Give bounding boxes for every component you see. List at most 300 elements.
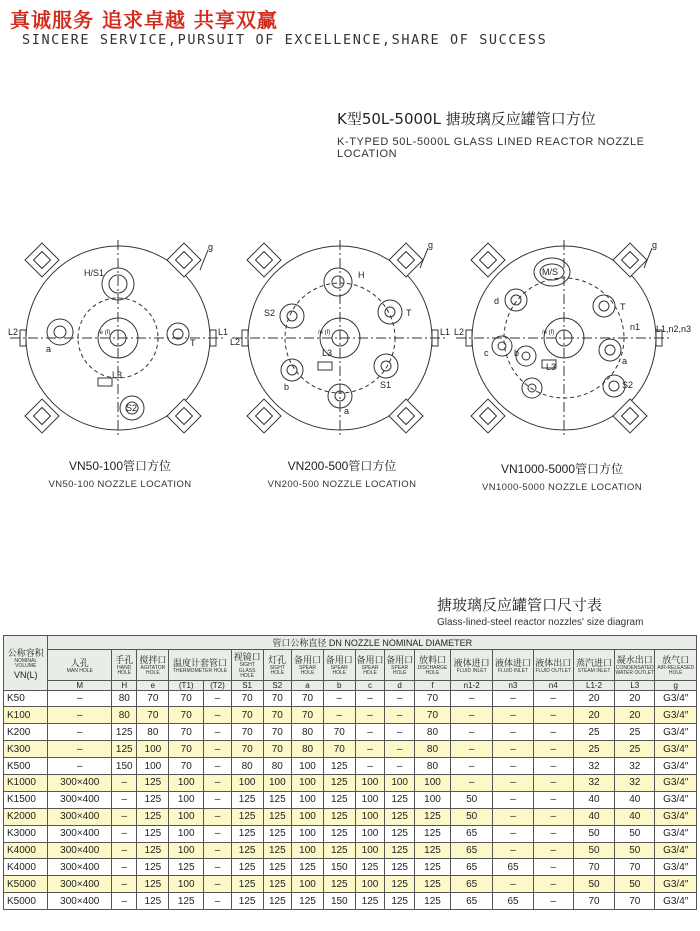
cell-value: – <box>204 741 232 758</box>
corner-en1: NOMINAL <box>14 657 38 664</box>
cell-value: 32 <box>573 758 614 775</box>
cell-value: – <box>533 808 573 825</box>
label-s1: S1 <box>380 380 392 390</box>
cell-value: 70 <box>414 707 450 724</box>
cell-value: 100 <box>355 774 385 791</box>
cell-value: 125 <box>414 825 450 842</box>
nozzle-diagram-vn1000-5000 <box>454 238 700 438</box>
col-header <box>292 650 324 681</box>
label-a: a <box>622 356 628 366</box>
cell-value: 50 <box>615 876 655 893</box>
cell-value: 70 <box>169 690 204 707</box>
cell-value: – <box>493 690 533 707</box>
cell-value: 70 <box>231 707 263 724</box>
label-t: T <box>190 338 196 348</box>
label-g: g <box>208 242 214 252</box>
cell-value: 125 <box>414 859 450 876</box>
cell-value: 65 <box>451 859 493 876</box>
cell-value: 80 <box>263 758 292 775</box>
cell-value: 125 <box>137 791 169 808</box>
cell-value: – <box>112 842 137 859</box>
col-header <box>385 650 415 681</box>
col-header <box>355 650 385 681</box>
cell-value: – <box>204 690 232 707</box>
cell-value: 125 <box>169 859 204 876</box>
cell-value: – <box>204 774 232 791</box>
label-l3: L3 <box>322 348 333 358</box>
cell-value: – <box>533 842 573 859</box>
cell-model: K3000 <box>4 825 48 842</box>
cell-value: 100 <box>169 842 204 859</box>
table-row <box>4 859 697 876</box>
col-en: SPEAR HOLE <box>299 664 316 677</box>
label-t: T <box>620 302 626 312</box>
cell-model: K50 <box>4 690 48 707</box>
col-en: AIR-RELEASED HOLE <box>657 664 695 677</box>
label-tf: /e (f) <box>542 330 555 336</box>
cell-value: – <box>112 774 137 791</box>
table-row <box>4 876 697 893</box>
cell-value: 80 <box>137 724 169 741</box>
col-code: n1-2 <box>451 680 493 690</box>
cell-value: 70 <box>292 707 324 724</box>
cell-value: 300×400 <box>48 791 112 808</box>
cell-value: 50 <box>573 825 614 842</box>
cell-value: 125 <box>414 893 450 910</box>
cell-value: 125 <box>292 893 324 910</box>
cell-value: 70 <box>169 741 204 758</box>
cell-value: 80 <box>292 741 324 758</box>
cell-value: – <box>533 876 573 893</box>
cell-value: 150 <box>323 859 355 876</box>
slogan-cn: 真诚服务 追求卓越 共享双赢 <box>10 8 278 32</box>
cell-model: K5000 <box>4 893 48 910</box>
cell-value: – <box>493 758 533 775</box>
col-code: L1-2 <box>573 680 614 690</box>
cell-value: – <box>533 893 573 910</box>
cell-value: – <box>533 758 573 775</box>
cell-value: 70 <box>615 859 655 876</box>
col-en: DISCHARGE HOLE <box>417 664 448 677</box>
section-title-en: K-TYPED 50L-5000L GLASS LINED REACTOR NOZZLE LOCATION <box>337 136 645 160</box>
cell-value: 20 <box>615 690 655 707</box>
cell-value: – <box>493 707 533 724</box>
label-h-s1: H/S1 <box>84 268 105 278</box>
cell-value: – <box>112 859 137 876</box>
cell-value: 125 <box>263 808 292 825</box>
cell-value: – <box>48 690 112 707</box>
cell-value: 100 <box>231 774 263 791</box>
cell-value: 65 <box>451 893 493 910</box>
col-cn: 备用口 <box>293 654 321 665</box>
cell-value: 100 <box>169 876 204 893</box>
caption-en: VN200-500 NOZZLE LOCATION <box>267 479 417 490</box>
col-en: MAN HOLE <box>66 667 93 674</box>
caption-en: VN1000-5000 NOZZLE LOCATION <box>481 482 643 493</box>
col-cn: 蒸汽进口 <box>576 657 613 668</box>
col-code: H <box>112 680 137 690</box>
col-en: AGITATOR HOLE <box>140 664 166 677</box>
cell-value: 150 <box>323 893 355 910</box>
cell-value: – <box>112 876 137 893</box>
col-en: FLUID INLET <box>456 667 487 674</box>
cell-value: 70 <box>263 741 292 758</box>
cell-value: 125 <box>263 791 292 808</box>
col-header <box>615 650 655 681</box>
cell-value: – <box>493 774 533 791</box>
corner-code: VN(L) <box>13 669 38 680</box>
label-a: a <box>344 406 350 416</box>
cell-value: 70 <box>323 724 355 741</box>
col-en: SIGHT HOLE <box>269 664 285 677</box>
cell-model: K500 <box>4 758 48 775</box>
cell-value: – <box>533 707 573 724</box>
cell-value: – <box>451 741 493 758</box>
label-b: b <box>284 382 290 392</box>
col-header <box>573 650 614 681</box>
slogan-en: SINCERE SERVICE,PURSUIT OF EXCELLENCE,SHARE OF SUCCESS <box>22 32 548 48</box>
col-header-thermometer <box>169 650 231 681</box>
cell-value: 100 <box>292 774 324 791</box>
caption-cn: VN1000-5000管口方位 <box>500 462 624 476</box>
cell-value: 125 <box>385 808 415 825</box>
cell-value: – <box>48 724 112 741</box>
col-header <box>263 650 292 681</box>
cell-value: – <box>112 893 137 910</box>
cell-value: – <box>493 876 533 893</box>
col-cn: 放料口 <box>418 654 446 665</box>
cell-value: – <box>385 690 415 707</box>
cell-value: 150 <box>112 758 137 775</box>
table-row <box>4 791 697 808</box>
cell-value: 125 <box>263 859 292 876</box>
cell-value: 65 <box>451 842 493 859</box>
cell-value: 100 <box>169 774 204 791</box>
cell-value: 125 <box>231 893 263 910</box>
cell-value: 70 <box>231 741 263 758</box>
cell-value: 125 <box>137 859 169 876</box>
cell-value: – <box>204 842 232 859</box>
col-cn: 手孔 <box>115 654 134 665</box>
cell-value: G3/4″ <box>655 893 697 910</box>
cell-value: 32 <box>615 774 655 791</box>
table-row <box>4 842 697 859</box>
col-en: SPEAR HOLE <box>361 664 379 677</box>
cell-value: 100 <box>355 791 385 808</box>
col-code: n3 <box>493 680 533 690</box>
cell-value: 125 <box>231 859 263 876</box>
cell-model: K5000 <box>4 876 48 893</box>
cell-value: 32 <box>573 774 614 791</box>
col-header <box>533 650 573 681</box>
cell-value: 80 <box>292 724 324 741</box>
table-title-en: Glass-lined-steel reactor nozzles' size diagram <box>437 617 644 628</box>
cell-value: 125 <box>414 842 450 859</box>
cell-value: 125 <box>112 724 137 741</box>
cell-value: – <box>204 876 232 893</box>
label-l1: L1 <box>440 327 451 337</box>
cell-value: 100 <box>385 774 415 791</box>
cell-value: 100 <box>292 808 324 825</box>
col-cn: 备用口 <box>356 654 384 665</box>
cell-value: G3/4″ <box>655 808 697 825</box>
label-s2: S2 <box>126 403 138 413</box>
col-en: HAND HOLE <box>117 664 132 677</box>
cell-value: – <box>385 741 415 758</box>
cell-value: – <box>48 707 112 724</box>
cell-value: – <box>451 724 493 741</box>
cell-value: – <box>493 842 533 859</box>
cell-value: 125 <box>137 808 169 825</box>
cell-value: – <box>533 825 573 842</box>
cell-value: – <box>204 791 232 808</box>
cell-value: 32 <box>615 758 655 775</box>
cell-value: 125 <box>355 893 385 910</box>
cell-value: 100 <box>355 876 385 893</box>
cell-value: 25 <box>573 741 614 758</box>
cell-value: 125 <box>355 859 385 876</box>
cell-value: 70 <box>137 690 169 707</box>
col-code: (T1) <box>169 680 204 690</box>
nozzle-diagram-vn50-100 <box>8 238 241 438</box>
cell-value: 80 <box>231 758 263 775</box>
cell-value: 65 <box>451 876 493 893</box>
cell-value: 125 <box>231 825 263 842</box>
col-code: b <box>323 680 355 690</box>
table-row <box>4 741 697 758</box>
col-en: SPEAR HOLE <box>391 664 409 677</box>
cell-value: G3/4″ <box>655 859 697 876</box>
cell-value: – <box>493 791 533 808</box>
cell-value: 40 <box>615 808 655 825</box>
col-code: n4 <box>533 680 573 690</box>
cell-value: 125 <box>323 791 355 808</box>
cell-model: K4000 <box>4 842 48 859</box>
col-code: S2 <box>263 680 292 690</box>
cell-value: 100 <box>169 825 204 842</box>
cell-value: 125 <box>323 758 355 775</box>
cell-value: 70 <box>323 741 355 758</box>
cell-value: 70 <box>263 724 292 741</box>
col-cn: 人孔 <box>70 657 89 668</box>
caption-cn: VN200-500管口方位 <box>287 459 397 473</box>
label-d: d <box>494 296 500 306</box>
col-header <box>451 650 493 681</box>
col-cn: 液体进口 <box>453 657 490 668</box>
col-cn: 搅拌口 <box>139 654 167 665</box>
cell-value: 65 <box>493 859 533 876</box>
cell-value: – <box>533 690 573 707</box>
caption-vn200-500 <box>262 457 422 490</box>
label-l3: L3 <box>546 362 557 372</box>
cell-value: 40 <box>573 808 614 825</box>
cell-value: 125 <box>112 741 137 758</box>
col-header <box>137 650 169 681</box>
cell-value: 80 <box>414 758 450 775</box>
cell-value: – <box>493 724 533 741</box>
col-cn: 备用口 <box>325 654 353 665</box>
col-code: c <box>355 680 385 690</box>
cell-value: – <box>385 707 415 724</box>
col-header <box>655 650 697 681</box>
table-row <box>4 825 697 842</box>
cell-value: 65 <box>493 893 533 910</box>
col-cn: 凝水出口 <box>616 654 653 665</box>
col-cn: 备用口 <box>386 654 414 665</box>
cell-value: 125 <box>385 859 415 876</box>
cell-value: 125 <box>231 876 263 893</box>
cell-value: 70 <box>573 893 614 910</box>
cell-value: 125 <box>137 893 169 910</box>
cell-value: 100 <box>414 774 450 791</box>
col-en: CONDENSATED WATER OUTLET <box>615 664 655 677</box>
cell-value: G3/4″ <box>655 741 697 758</box>
cell-model: K2000 <box>4 808 48 825</box>
cell-value: 70 <box>414 690 450 707</box>
cell-value: – <box>355 724 385 741</box>
cell-value: 125 <box>323 774 355 791</box>
cell-value: – <box>112 791 137 808</box>
col-header <box>414 650 450 681</box>
cell-value: 300×400 <box>48 876 112 893</box>
cell-value: – <box>204 859 232 876</box>
cell-value: 100 <box>263 774 292 791</box>
cell-value: 80 <box>414 741 450 758</box>
cell-value: G3/4″ <box>655 724 697 741</box>
cell-value: 100 <box>292 842 324 859</box>
cell-value: 100 <box>355 808 385 825</box>
corner-cn: 公称容积 <box>7 647 44 658</box>
cell-model: K300 <box>4 741 48 758</box>
cell-value: 20 <box>615 707 655 724</box>
cell-value: 70 <box>292 690 324 707</box>
cell-value: – <box>355 707 385 724</box>
cell-value: 100 <box>355 825 385 842</box>
cell-value: 125 <box>137 774 169 791</box>
cell-value: – <box>493 825 533 842</box>
cell-value: 125 <box>323 825 355 842</box>
cell-value: 125 <box>231 791 263 808</box>
col-code: M <box>48 680 112 690</box>
cell-value: 100 <box>169 808 204 825</box>
label-m-s: M/S <box>542 267 559 277</box>
cell-value: 100 <box>414 791 450 808</box>
label-l2: L2 <box>230 337 241 347</box>
col-code: L3 <box>615 680 655 690</box>
col-header <box>48 650 112 681</box>
label-g: g <box>652 240 658 250</box>
cell-value: G3/4″ <box>655 774 697 791</box>
col-header <box>323 650 355 681</box>
cell-model: K1500 <box>4 791 48 808</box>
cell-value: 100 <box>169 791 204 808</box>
cell-value: G3/4″ <box>655 758 697 775</box>
cell-value: 25 <box>615 724 655 741</box>
label-l2: L2 <box>454 327 465 337</box>
label-a: a <box>46 344 52 354</box>
cell-value: 70 <box>615 893 655 910</box>
cell-value: 40 <box>615 791 655 808</box>
cell-value: 50 <box>451 791 493 808</box>
label-n1: n1 <box>630 322 641 332</box>
cell-value: 80 <box>414 724 450 741</box>
cell-value: 25 <box>573 724 614 741</box>
table-row <box>4 707 697 724</box>
cell-value: 20 <box>573 690 614 707</box>
caption-vn50-100 <box>40 457 200 490</box>
label-s2: S2 <box>622 380 634 390</box>
cell-value: 300×400 <box>48 825 112 842</box>
col-header <box>231 650 263 681</box>
cell-value: 50 <box>615 825 655 842</box>
cell-value: 70 <box>169 724 204 741</box>
cell-value: – <box>385 724 415 741</box>
cell-value: 80 <box>112 690 137 707</box>
col-cn: 温度计套管口 <box>172 657 227 668</box>
label-g: g <box>428 240 434 250</box>
cell-value: 70 <box>137 707 169 724</box>
table-row <box>4 724 697 741</box>
cell-value: G3/4″ <box>655 876 697 893</box>
col-cn: 液体出口 <box>535 657 572 668</box>
cell-value: G3/4″ <box>655 842 697 859</box>
label-c: c <box>484 348 489 358</box>
cell-value: 125 <box>414 808 450 825</box>
cell-value: 50 <box>573 876 614 893</box>
label-h: H <box>358 270 365 280</box>
cell-value: 125 <box>169 893 204 910</box>
cell-value: G3/4″ <box>655 690 697 707</box>
table-row <box>4 758 697 775</box>
col-code: S1 <box>231 680 263 690</box>
cell-value: 70 <box>169 707 204 724</box>
cell-value: – <box>204 808 232 825</box>
cell-value: – <box>204 758 232 775</box>
cell-value: 125 <box>323 876 355 893</box>
cell-value: 125 <box>137 825 169 842</box>
cell-value: 125 <box>263 876 292 893</box>
col-cn: 视镜口 <box>233 652 261 662</box>
col-code: f <box>414 680 450 690</box>
label-s2: S2 <box>264 308 276 318</box>
caption-en: VN50-100 NOZZLE LOCATION <box>48 479 192 490</box>
label-l2: L2 <box>8 327 19 337</box>
cell-value: 125 <box>414 876 450 893</box>
caption-vn1000-5000 <box>472 460 652 493</box>
cell-value: G3/4″ <box>655 707 697 724</box>
col-en: FLUID INLET <box>497 667 528 674</box>
col-cn: 放气口 <box>662 654 690 665</box>
nozzle-size-table <box>3 635 697 910</box>
cell-model: K100 <box>4 707 48 724</box>
col-code: a <box>292 680 324 690</box>
cell-value: – <box>48 741 112 758</box>
cell-value: 100 <box>355 842 385 859</box>
cell-value: 100 <box>137 741 169 758</box>
cell-value: – <box>323 690 355 707</box>
cell-model: K1000 <box>4 774 48 791</box>
cell-value: 125 <box>385 825 415 842</box>
cell-value: 125 <box>385 893 415 910</box>
cell-model: K200 <box>4 724 48 741</box>
cell-value: 25 <box>615 741 655 758</box>
table-row <box>4 808 697 825</box>
table-row <box>4 774 697 791</box>
label-l3: L3 <box>112 370 123 380</box>
cell-value: – <box>493 808 533 825</box>
cell-value: G3/4″ <box>655 825 697 842</box>
cell-value: 50 <box>451 808 493 825</box>
